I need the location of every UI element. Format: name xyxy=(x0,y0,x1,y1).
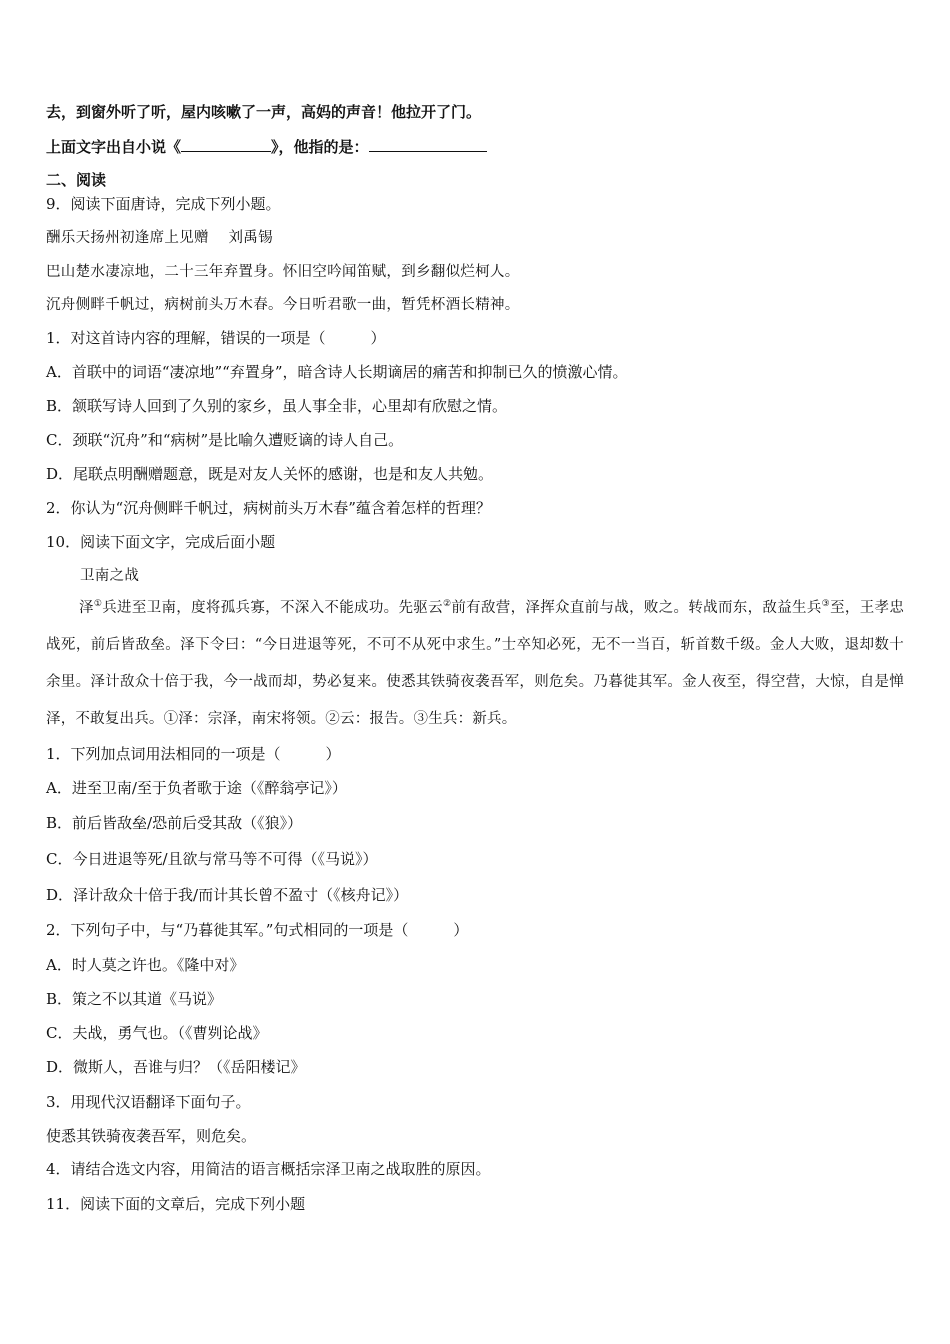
classical-passage xyxy=(46,590,904,738)
q10-sub2: 2．下列句子中，与“乃暮徙其军。”句式相同的一项是（ ） xyxy=(46,921,469,939)
source-question-middle: 》，他指的是： xyxy=(271,138,369,156)
section-heading: 二、阅读 xyxy=(46,171,107,189)
q10-sub3-sentence: 使悉其铁骑夜袭吾军，则危矣。 xyxy=(46,1127,257,1145)
q10-sub2-option-d: D．微斯人，吾谁与归？（《岳阳楼记》 xyxy=(46,1058,306,1076)
passage-text-2: 兵进至卫南，度将孤兵寡，不深入不能成功。先驱云 xyxy=(102,600,443,616)
source-question-prefix: 上面文字出自小说《 xyxy=(46,138,182,156)
q9-option-a: A．首联中的词语“凄凉地”“弃置身”，暗含诗人长期谪居的痛苦和抑制已久的愤激心情。 xyxy=(46,363,628,381)
source-question xyxy=(46,136,487,157)
q9-option-b: B．颔联写诗人回到了久别的家乡，虽人事全非，心里却有欣慰之情。 xyxy=(46,397,508,415)
q10-sub1-option-d: D．泽计敌众十倍于我/而计其长曾不盈寸（《核舟记》） xyxy=(46,886,409,904)
q10-sub2-option-a: A．时人莫之许也。《隆中对》 xyxy=(46,956,245,974)
q10-sub2-option-c: C．夫战，勇气也。（《曹刿论战》 xyxy=(46,1024,268,1042)
q10-sub3: 3．用现代汉语翻译下面句子。 xyxy=(46,1093,251,1111)
passage-text-4: 至，王孝忠战死，前后皆敌垒。泽下令曰：“今日进退等死，不可不从死中求生。”士卒知必死，无不一当百，斩首数千级。金人大败，退却数十余里。泽计敌众十倍于我，今一战而却，势必复来。使悉其铁骑夜袭吾军，则危矣。乃暮徙其军。金人夜至，得空营，大惊，自是惮泽，不敢复出兵。①泽：宗泽，南宋将领。②云：报告。③生兵：新兵。 xyxy=(46,600,905,727)
poem-title: 酬乐天扬州初逢席上见赠 刘禹锡 xyxy=(46,230,273,246)
q10-sub1-option-b: B．前后皆敌垒/恐前后受其敌（《狼》） xyxy=(46,814,303,832)
passage-text-3: 前有敌营，泽挥众直前与战，败之。转战而东，敌益生兵 xyxy=(451,600,822,616)
note-marker-2: ② xyxy=(442,599,452,610)
q9-sub2: 2．你认为“沉舟侧畔千帆过，病树前头万木春”蕴含着怎样的哲理？ xyxy=(46,499,491,517)
person-referred-blank[interactable] xyxy=(369,136,487,152)
q10-sub1-option-c: C．今日进退等死/且欲与常马等不可得（《马说》） xyxy=(46,850,378,868)
q10-sub1-option-a: A．进至卫南/至于负者歌于途（《醉翁亭记》） xyxy=(46,779,347,797)
passage-title: 卫南之战 xyxy=(80,568,140,584)
note-marker-1: ① xyxy=(93,599,103,610)
passage-continued-line: 去，到窗外听了听，屋内咳嗽了一声，高妈的声音！他拉开了门。 xyxy=(46,103,482,121)
q9-sub1: 1．对这首诗内容的理解，错误的一项是（ ） xyxy=(46,329,386,347)
q11-intro: 11．阅读下面的文章后，完成下列小题 xyxy=(46,1195,306,1213)
q10-sub4: 4．请结合选文内容，用简洁的语言概括宗泽卫南之战取胜的原因。 xyxy=(46,1160,491,1178)
q9-option-d: D．尾联点明酬赠题意，既是对友人关怀的感谢，也是和友人共勉。 xyxy=(46,465,494,483)
q10-sub2-option-b: B．策之不以其道《马说》 xyxy=(46,990,223,1008)
q10-sub1: 1．下列加点词用法相同的一项是（ ） xyxy=(46,745,341,763)
note-marker-3: ③ xyxy=(821,599,831,610)
q10-intro: 10．阅读下面文字，完成后面小题 xyxy=(46,533,276,551)
novel-title-blank[interactable] xyxy=(181,136,271,152)
poem-line-2: 沉舟侧畔千帆过，病树前头万木春。今日听君歌一曲，暂凭杯酒长精神。 xyxy=(46,297,520,313)
q9-intro: 9．阅读下面唐诗，完成下列小题。 xyxy=(46,195,281,213)
q9-option-c: C．颈联“沉舟”和“病树”是比喻久遭贬谪的诗人自己。 xyxy=(46,431,404,449)
passage-text-1: 泽 xyxy=(79,600,94,616)
poem-line-1: 巴山楚水凄凉地，二十三年弃置身。怀旧空吟闻笛赋，到乡翻似烂柯人。 xyxy=(46,264,520,280)
